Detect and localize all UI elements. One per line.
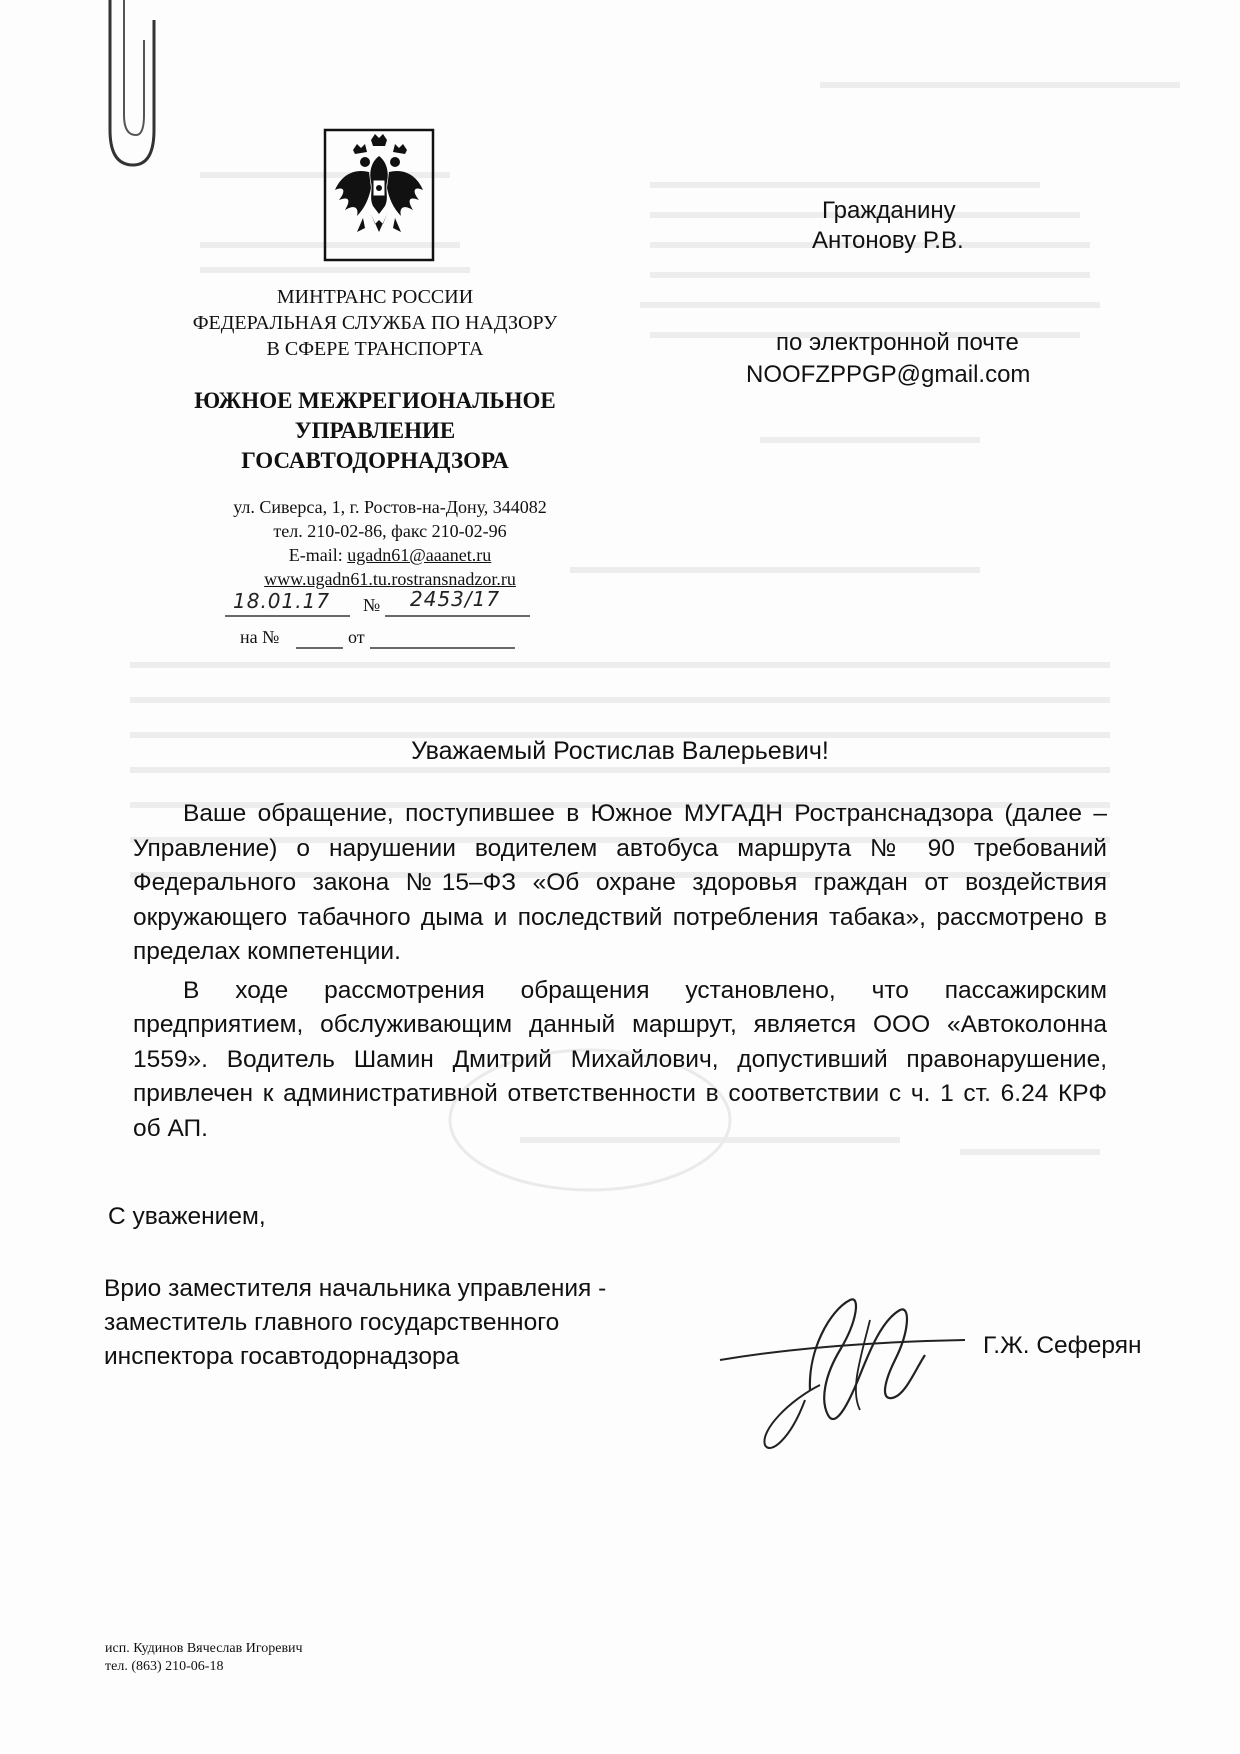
office-name-line1: ЮЖНОЕ МЕЖРЕГИОНАЛЬНОЕ (194, 388, 556, 413)
office-name-line2: УПРАВЛЕНИЕ (294, 418, 456, 443)
office-name (150, 386, 600, 476)
org-header (150, 284, 600, 362)
signer-position-line3: инспектора госавтодорнадзора (104, 1343, 460, 1370)
recipient-email: NOOFZPPGP@gmail.com (746, 361, 1031, 388)
delivery-block (746, 328, 1176, 390)
recipient-line1: Гражданину (822, 197, 956, 224)
executor-name: исп. Кудинов Вячеслав Игоревич (105, 1641, 303, 1656)
signer-name: Г.Ж. Сеферян (983, 1332, 1142, 1359)
website-link[interactable]: www.ugadn61.tu.rostransnadzor.ru (264, 569, 516, 589)
signer-position-line1: Врио заместителя начальника управления - (104, 1275, 607, 1302)
email-line (190, 543, 590, 567)
body-paragraph-1: Ваше обращение, поступившее в Южное МУГАДН Ространснадзора (далее – Управление) о нарушении водителем автобуса маршрута № 90 требований Федерального закона №15–ФЗ «Об охране здоровья граждан от воздействия окружающего табачного дыма и последствий потребления табака», рассмотрено в пределах компетенции. (133, 800, 1107, 965)
service-name-line1: ФЕДЕРАЛЬНАЯ СЛУЖБА ПО НАДЗОРУ (192, 312, 558, 334)
greeting: Уважаемый Ростислав Валерьевич! (411, 737, 829, 765)
handwritten-signature (710, 1280, 980, 1460)
signer-position (104, 1272, 606, 1374)
reference-line (240, 627, 560, 653)
russian-coat-of-arms-icon (323, 128, 435, 262)
ref-label-ot: от (348, 627, 365, 647)
reg-no-label: № (363, 595, 381, 615)
recipient-line2: Антонову Р.В. (812, 227, 964, 254)
body-paragraph-2: В ходе рассмотрения обращения установлено, что пассажирским предприятием, обслуживающим данный маршрут, является ООО «Автоколонна 1559». Водитель Шамин Дмитрий Михайлович, допустивший правонарушение, привлечен к административной ответственности в соответствии с ч. 1 ст. 6.24 КРФ об АП. (133, 976, 1107, 1142)
closing: С уважением, (108, 1203, 266, 1230)
service-name-line2: В СФЕРЕ ТРАНСПОРТА (266, 338, 484, 360)
paper-clip-icon (88, 0, 158, 175)
phone-fax: тел. 210-02-86, факс 210-02-96 (273, 521, 507, 541)
registration-line (225, 587, 545, 623)
executor-block (105, 1640, 303, 1676)
delivery-method: по электронной почте (776, 329, 1019, 356)
office-name-line3: ГОСАВТОДОРНАДЗОРА (241, 448, 509, 473)
contact-block (190, 495, 590, 591)
reg-number: 2453/17 (410, 587, 501, 611)
ref-underline (240, 627, 560, 653)
email-label: E-mail: (288, 545, 348, 565)
executor-phone: тел. (863) 210-06-18 (105, 1659, 224, 1674)
letter-body (133, 797, 1107, 1146)
ministry-name: МИНТРАНС РОССИИ (276, 286, 474, 308)
email-link[interactable]: ugadn61@aaanet.ru (347, 545, 492, 565)
signer-position-line2: заместитель главного государственного (104, 1309, 560, 1336)
address: ул. Сиверса, 1, г. Ростов-на-Дону, 344082 (233, 497, 547, 517)
recipient-block (812, 196, 1222, 256)
reg-underline (225, 593, 545, 623)
reg-date: 18.01.17 (233, 589, 331, 613)
ref-label-na: на № (240, 627, 280, 647)
